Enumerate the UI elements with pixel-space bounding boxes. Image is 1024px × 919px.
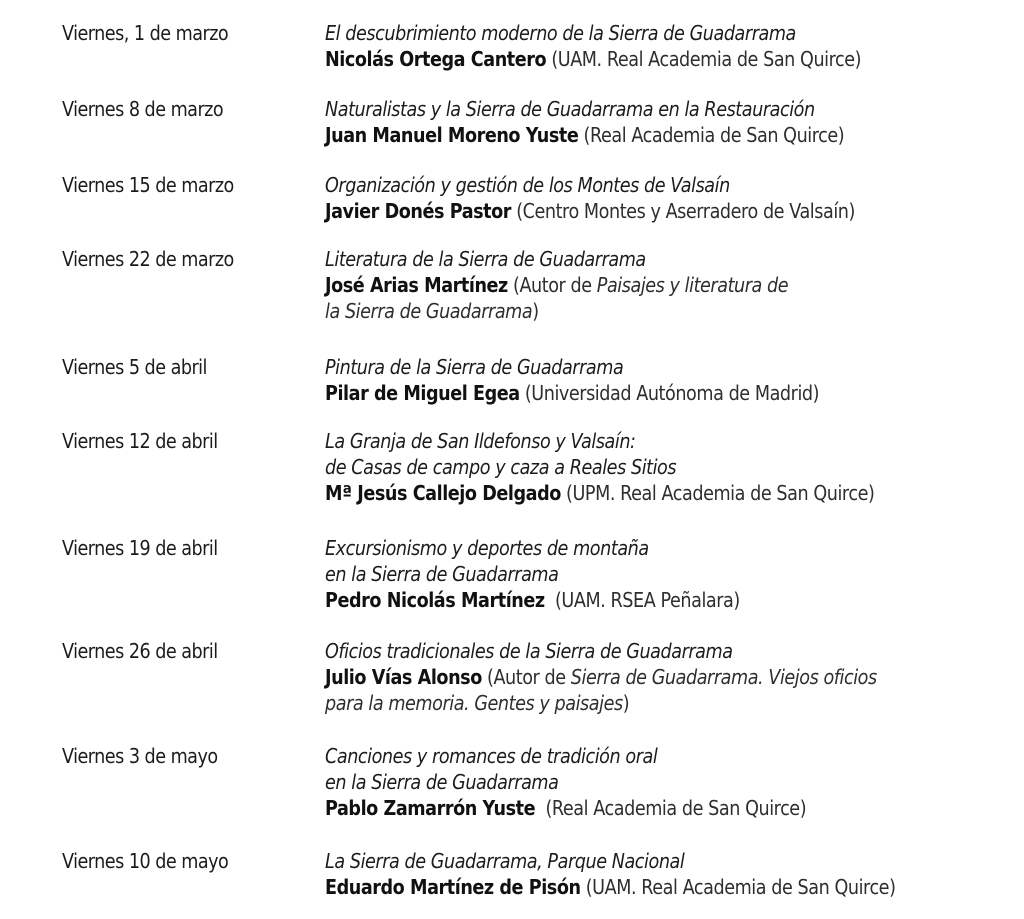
speaker-name: Eduardo Martínez de Pisón: [325, 875, 581, 899]
session-date: Viernes 3 de mayo: [62, 744, 218, 768]
speaker-name: José Arias Martínez: [325, 273, 508, 297]
speaker-line: [325, 46, 861, 72]
speaker-line: [325, 198, 855, 224]
session-title: La Sierra de Guadarrama, Parque Nacional: [325, 849, 685, 873]
speaker-line: [325, 380, 819, 406]
speaker-affiliation-prefix: (Autor de: [481, 665, 571, 689]
speaker-affiliation: (Centro Montes y Aserradero de Valsaín): [511, 199, 855, 223]
session-content: [325, 354, 819, 406]
session-content: [325, 535, 740, 613]
speaker-name: Pablo Zamarrón Yuste: [325, 796, 536, 820]
speaker-line: [325, 874, 896, 900]
session-content: [325, 428, 874, 506]
speaker-name: Pedro Nicolás Martínez: [325, 588, 545, 612]
session-date: Viernes 12 de abril: [62, 429, 218, 453]
speaker-name: Julio Vías Alonso: [325, 665, 482, 689]
book-title-continuation: la Sierra de Guadarrama: [325, 299, 533, 323]
session-date: Viernes 19 de abril: [62, 536, 218, 560]
speaker-line: [325, 664, 877, 690]
session-title: Pintura de la Sierra de Guadarrama: [325, 355, 624, 379]
book-title: Paisajes y literatura de: [596, 273, 789, 297]
speaker-affiliation: (UAM. Real Academia de San Quirce): [580, 875, 896, 899]
session-content: [325, 172, 855, 224]
session-date: Viernes 22 de marzo: [62, 247, 234, 271]
session-content: [325, 743, 806, 821]
speaker-name: Pilar de Miguel Egea: [325, 381, 520, 405]
speaker-line: [325, 587, 740, 613]
session-title: Literatura de la Sierra de Guadarrama: [325, 247, 646, 271]
book-title-continuation: para la memoria. Gentes y paisajes: [325, 691, 623, 715]
speaker-name: Javier Donés Pastor: [325, 199, 512, 223]
session-content: [325, 96, 844, 148]
speaker-affiliation: (Real Academia de San Quirce): [535, 796, 807, 820]
speaker-affiliation: (UPM. Real Academia de San Quirce): [560, 481, 875, 505]
session-content: [325, 638, 877, 716]
speaker-affiliation: (Real Academia de San Quirce): [578, 123, 845, 147]
speaker-line: [325, 272, 788, 298]
session-title: Organización y gestión de los Montes de Valsaín: [325, 173, 730, 197]
session-date: Viernes, 1 de marzo: [62, 21, 229, 45]
session-title: Naturalistas y la Sierra de Guadarrama en la Restauración: [325, 97, 815, 121]
session-title: El descubrimiento moderno de la Sierra de Guadarrama: [325, 21, 796, 45]
speaker-line: [325, 480, 874, 506]
session-date: Viernes 10 de mayo: [62, 849, 229, 873]
session-title: Canciones y romances de tradición oral: [325, 744, 658, 768]
session-title-line-2: en la Sierra de Guadarrama: [325, 562, 559, 586]
affiliation-suffix: ): [532, 299, 539, 323]
session-date: Viernes 5 de abril: [62, 355, 207, 379]
session-date: Viernes 26 de abril: [62, 639, 218, 663]
session-date: Viernes 15 de marzo: [62, 173, 234, 197]
speaker-affiliation: (UAM. RSEA Peñalara): [544, 588, 740, 612]
session-title: Oficios tradicionales de la Sierra de Guadarrama: [325, 639, 733, 663]
speaker-affiliation: (UAM. Real Academia de San Quirce): [546, 47, 862, 71]
session-content: [325, 246, 788, 324]
session-content: [325, 20, 861, 72]
session-title: Excursionismo y deportes de montaña: [325, 536, 649, 560]
book-title: Sierra de Guadarrama. Viejos oficios: [570, 665, 877, 689]
speaker-line: [325, 122, 844, 148]
speaker-name: Juan Manuel Moreno Yuste: [325, 123, 579, 147]
session-content: [325, 848, 896, 900]
affiliation-continuation: [325, 690, 877, 716]
speaker-name: Mª Jesús Callejo Delgado: [325, 481, 561, 505]
session-title-line-2: de Casas de campo y caza a Reales Sitios: [325, 455, 677, 479]
session-title: La Granja de San Ildefonso y Valsaín:: [325, 429, 636, 453]
affiliation-continuation: [325, 298, 788, 324]
session-title-line-2: en la Sierra de Guadarrama: [325, 770, 559, 794]
speaker-affiliation: (Universidad Autónoma de Madrid): [519, 381, 820, 405]
speaker-affiliation-prefix: (Autor de: [507, 273, 597, 297]
speaker-line: [325, 795, 806, 821]
speaker-name: Nicolás Ortega Cantero: [325, 47, 547, 71]
session-date: Viernes 8 de marzo: [62, 97, 224, 121]
affiliation-suffix: ): [622, 691, 630, 715]
